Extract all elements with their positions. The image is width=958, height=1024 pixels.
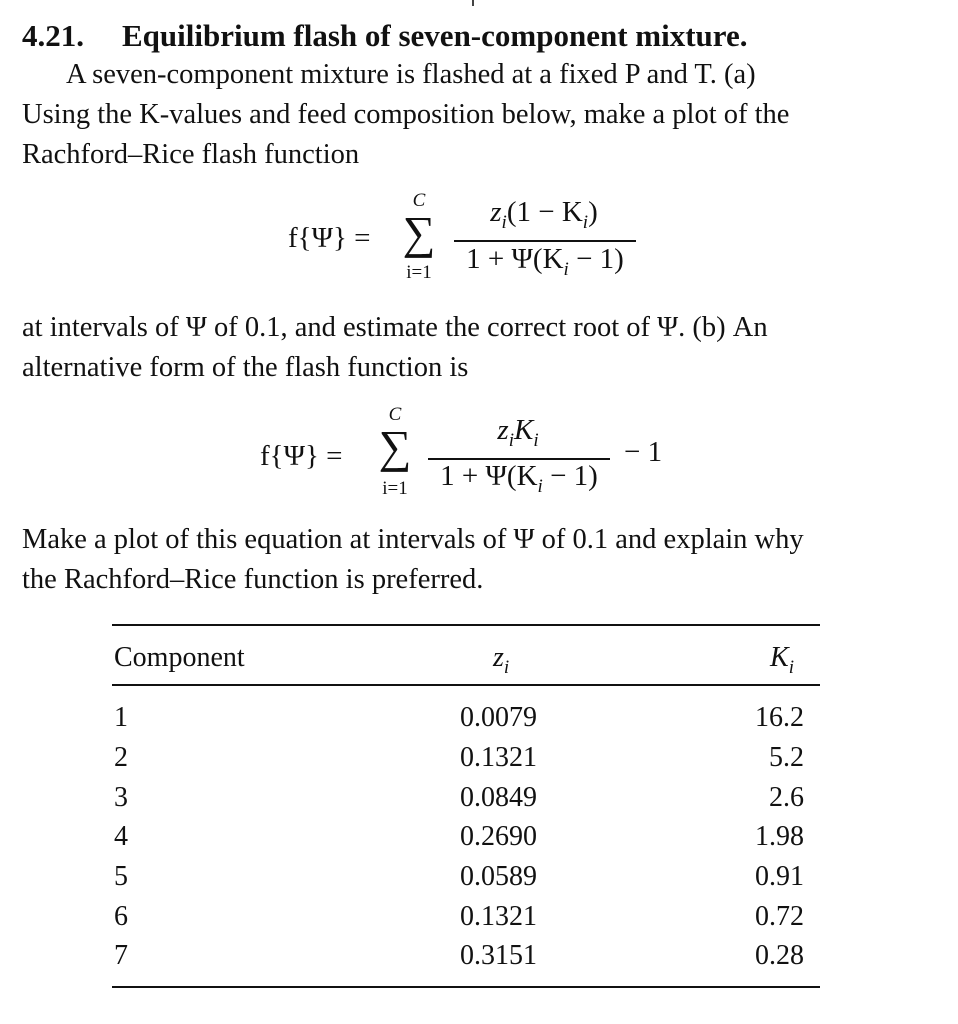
cell-k: 0.28 — [755, 940, 804, 971]
subscript-i: i — [563, 259, 569, 280]
header-z-subscript: i — [503, 657, 510, 678]
table-header-rule — [112, 684, 820, 686]
cell-z: 0.2690 — [460, 821, 537, 852]
header-k-letter: K — [770, 642, 789, 673]
cell-component: 4 — [114, 821, 128, 852]
numerator-z: z — [497, 414, 509, 446]
denominator-tail: − 1) — [568, 243, 624, 275]
paragraph-line: Make a plot of this equation at intervals of Ψ of 0.1 and explain why — [22, 524, 804, 555]
cell-z: 0.3151 — [460, 940, 537, 971]
cell-z: 0.0849 — [460, 782, 537, 813]
cell-component: 6 — [114, 901, 128, 932]
paragraph-line: at intervals of Ψ of 0.1, and estimate the correct root of Ψ. (b) An — [22, 312, 768, 343]
paragraph-line: A seven-component mixture is flashed at a fixed P and T. (a) — [66, 59, 756, 90]
paragraph-line: Using the K-values and feed composition below, make a plot of the — [22, 99, 790, 130]
sum-upper-limit: C — [388, 404, 402, 425]
cell-k: 5.2 — [769, 742, 804, 773]
numerator-end: ) — [588, 196, 598, 228]
paragraph-line: alternative form of the flash function is — [22, 352, 469, 383]
sigma-symbol: ∑ — [402, 207, 436, 258]
header-z — [493, 640, 509, 679]
numerator-k: K — [513, 414, 534, 446]
equation2-numerator — [428, 414, 608, 451]
equation2-minus-one: − 1 — [624, 436, 663, 468]
denominator-tail: − 1) — [542, 460, 598, 492]
cell-z: 0.1321 — [460, 901, 537, 932]
sum-lower-limit: i=1 — [406, 262, 432, 283]
paragraph-plot-request — [22, 520, 922, 600]
equation2-summation — [372, 404, 418, 504]
denominator-head: 1 + Ψ(K — [466, 243, 564, 275]
subscript-i: i — [533, 430, 539, 451]
denominator-head: 1 + Ψ(K — [440, 460, 538, 492]
cell-component: 2 — [114, 742, 128, 773]
header-z-letter: z — [493, 642, 504, 673]
subscript-i: i — [537, 476, 543, 497]
header-k — [770, 640, 794, 679]
cell-component: 5 — [114, 861, 128, 892]
sigma-symbol: ∑ — [378, 421, 412, 472]
paragraph-line: the Rachford–Rice function is preferred. — [22, 564, 484, 595]
cell-z: 0.1321 — [460, 742, 537, 773]
equation1-lhs: f{Ψ} = — [288, 222, 371, 254]
numerator-z: z — [490, 196, 502, 228]
header-k-subscript: i — [788, 657, 794, 678]
header-component: Component — [114, 642, 245, 673]
sum-lower-limit: i=1 — [382, 478, 408, 499]
cell-z: 0.0079 — [460, 702, 537, 733]
table-top-rule — [112, 624, 820, 626]
cell-k: 0.91 — [755, 861, 804, 892]
cell-component: 1 — [114, 702, 128, 733]
subscript-i: i — [501, 212, 507, 233]
equation2-lhs: f{Ψ} = — [260, 440, 343, 472]
paragraph-line: Rachford–Rice flash function — [22, 139, 360, 170]
cell-component: 7 — [114, 940, 128, 971]
subscript-i: i — [582, 212, 589, 233]
subscript-i: i — [508, 430, 514, 451]
problem-number: 4.21. — [22, 18, 84, 53]
cell-k: 16.2 — [755, 702, 804, 733]
cell-k: 2.6 — [769, 782, 804, 813]
cell-component: 3 — [114, 782, 128, 813]
cell-z: 0.0589 — [460, 861, 537, 892]
problem-title: Equilibrium flash of seven-component mixture. — [122, 18, 748, 53]
table-bottom-rule — [112, 986, 820, 988]
cell-k: 1.98 — [755, 821, 804, 852]
numerator-tail: (1 − K — [506, 196, 583, 228]
cell-k: 0.72 — [755, 901, 804, 932]
sum-upper-limit: C — [412, 190, 426, 211]
equation2-denominator — [424, 460, 614, 497]
